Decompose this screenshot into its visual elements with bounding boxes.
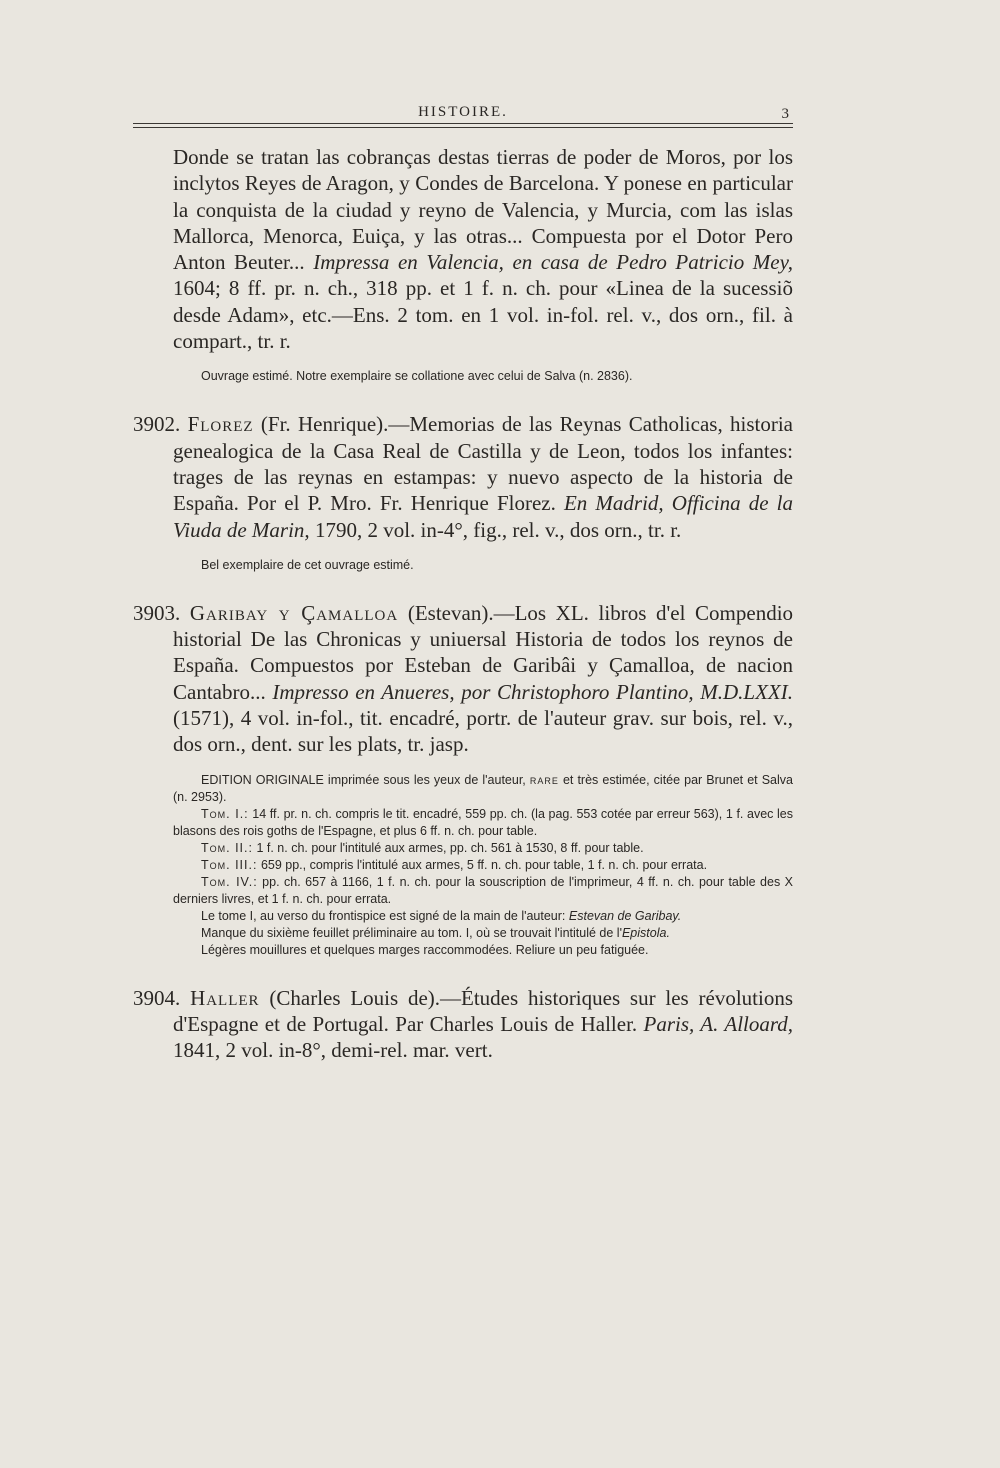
page-number: 3 (781, 106, 789, 122)
entry-3902 (133, 411, 793, 573)
note-text: Manque du sixième feuillet préliminaire au tom. I, où se trouvait l'intitulé de l' (201, 925, 622, 940)
entry-number: 3902. (133, 412, 181, 437)
entry-text (133, 600, 793, 758)
note-line (173, 925, 793, 942)
entry-3904 (133, 985, 793, 1064)
note-text: et très estimée, citée par Brunet et Salva (n. 2953). (173, 772, 793, 804)
entry-notes (133, 772, 793, 959)
entry-3903 (133, 600, 793, 959)
note-signature: Estevan de Garibay. (568, 908, 682, 923)
header-rule (133, 123, 793, 124)
entry-collation: 1790, 2 vol. in-4°, fig., rel. v., dos orn., tr. r. (314, 517, 682, 542)
entry-author: Haller (190, 985, 260, 1010)
note-line (173, 857, 793, 874)
page-body (133, 144, 793, 1064)
entry-author: Florez (187, 412, 254, 437)
entry-collation: 1841, 2 vol. in-8°, demi-rel. mar. vert. (173, 1038, 493, 1063)
note-text: 1 f. n. ch. pour l'intitulé aux armes, pp. ch. 561 à 1530, 8 ff. pour table. (256, 840, 644, 855)
entry-text (133, 411, 793, 542)
entry-text (133, 144, 793, 354)
entry-collation: (1571), 4 vol. in-fol., tit. encadré, portr. de l'auteur grav. sur bois, rel. v., dos orn., dent. sur les plats, tr. jasp. (173, 706, 793, 757)
entry-collation: 1604; 8 ff. pr. n. ch., 318 pp. et 1 f. n. ch. pour «Linea de la sucessiõ desde Adam», etc.—Ens. 2 tom. en 1 vol. in-fol. rel. v., dos orn., fil. à compart., tr. r. (173, 276, 793, 354)
note-text: 14 ff. pr. n. ch. compris le tit. encadré, 559 pp. ch. (la pag. 553 cotée par erreur 563), 1 f. avec les blasons des rois goths de l'Espagne, et plus 6 ff. n. ch. pour table. (173, 806, 793, 838)
note-lead: Tom. III.: (201, 857, 258, 872)
entry-imprint: Impressa en Valencia, en casa de Pedro Patricio Mey, (313, 250, 794, 275)
note-line (173, 772, 793, 806)
note-lead: EDITION ORIGINALE (201, 772, 324, 787)
entry-title: (Fr. Henrique).—Memorias de las Reynas Catholicas, historia genealogica de la Casa Real de Castilla y de Leon, todos los infantes: trages de las reynas en estampas: y nuevo aspecto de la historia de España. Por el P. Mro. Fr. Henrique Florez. (173, 412, 794, 516)
note-line: Bel exemplaire de cet ouvrage estimé. (201, 557, 414, 572)
note-italic: Epistola. (621, 925, 670, 940)
note-line (173, 908, 793, 925)
note-emphasis: rare (529, 772, 559, 787)
note-line (173, 840, 793, 857)
header-rule (133, 127, 793, 128)
entry-author: Garibay y Çamalloa (189, 600, 399, 625)
note-lead: Tom. II.: (201, 840, 253, 855)
entry-imprint: En Madrid, Officina de la Viuda de Marin, (173, 491, 794, 542)
entry-3901-continuation (133, 144, 793, 385)
running-head (133, 100, 793, 130)
entry-imprint: Paris, A. Alloard, (643, 1011, 794, 1036)
entry-title: (Estevan).—Los XL. libros d'el Compendio historial De las Chronicas y uniuersal Historia de todos los reynos de España. Compuestos por Esteban de Garibâi y Çamalloa, de nacion Cantabro... (173, 600, 794, 704)
note-line (173, 806, 793, 840)
section-title: HISTOIRE. (418, 104, 508, 120)
note-line (173, 942, 793, 959)
note-text: 659 pp., compris l'intitulé aux armes, 5 ff. n. ch. pour table, 1 f. n. ch. pour errata. (260, 857, 708, 872)
entry-title: (Charles Louis de).—Études historiques sur les révolutions d'Espagne et de Portugal. Par Charles Louis de Haller. (173, 985, 794, 1036)
note-lead: Tom. I.: (201, 806, 249, 821)
entry-title: Donde se tratan las cobranças destas tierras de poder de Moros, por los inclytos Reyes de Aragon, y Condes de Barcelona. Y ponese en particular la conquista de la ciudad y reyno de Valencia, y Murcia, com las islas Mallorca, Menorca, Euiça, y las otras... Compuesta por el Dotor Pero Anton Beuter... (173, 145, 793, 275)
entry-number: 3903. (133, 600, 181, 625)
entry-note (133, 557, 793, 574)
entry-number: 3904. (133, 985, 181, 1010)
entry-note (133, 368, 793, 385)
entry-imprint: Impresso en Anueres, por Christophoro Plantino, M.D.LXXI. (272, 679, 793, 704)
note-line (173, 874, 793, 908)
note-lead: Tom. IV.: (201, 874, 258, 889)
note-text: Légères mouillures et quelques marges raccommodées. Reliure un peu fatiguée. (201, 942, 649, 957)
note-text: imprimée sous les yeux de l'auteur, (327, 772, 526, 787)
note-line: Ouvrage estimé. Notre exemplaire se collatione avec celui de Salva (n. 2836). (201, 369, 633, 384)
note-text: pp. ch. 657 à 1166, 1 f. n. ch. pour la souscription de l'imprimeur, 4 ff. n. ch. pour table des X derniers livres, et 1 f. n. ch. pour errata. (173, 874, 794, 906)
entry-text (133, 985, 793, 1064)
note-text: Le tome I, au verso du frontispice est signé de la main de l'auteur: (201, 908, 566, 923)
